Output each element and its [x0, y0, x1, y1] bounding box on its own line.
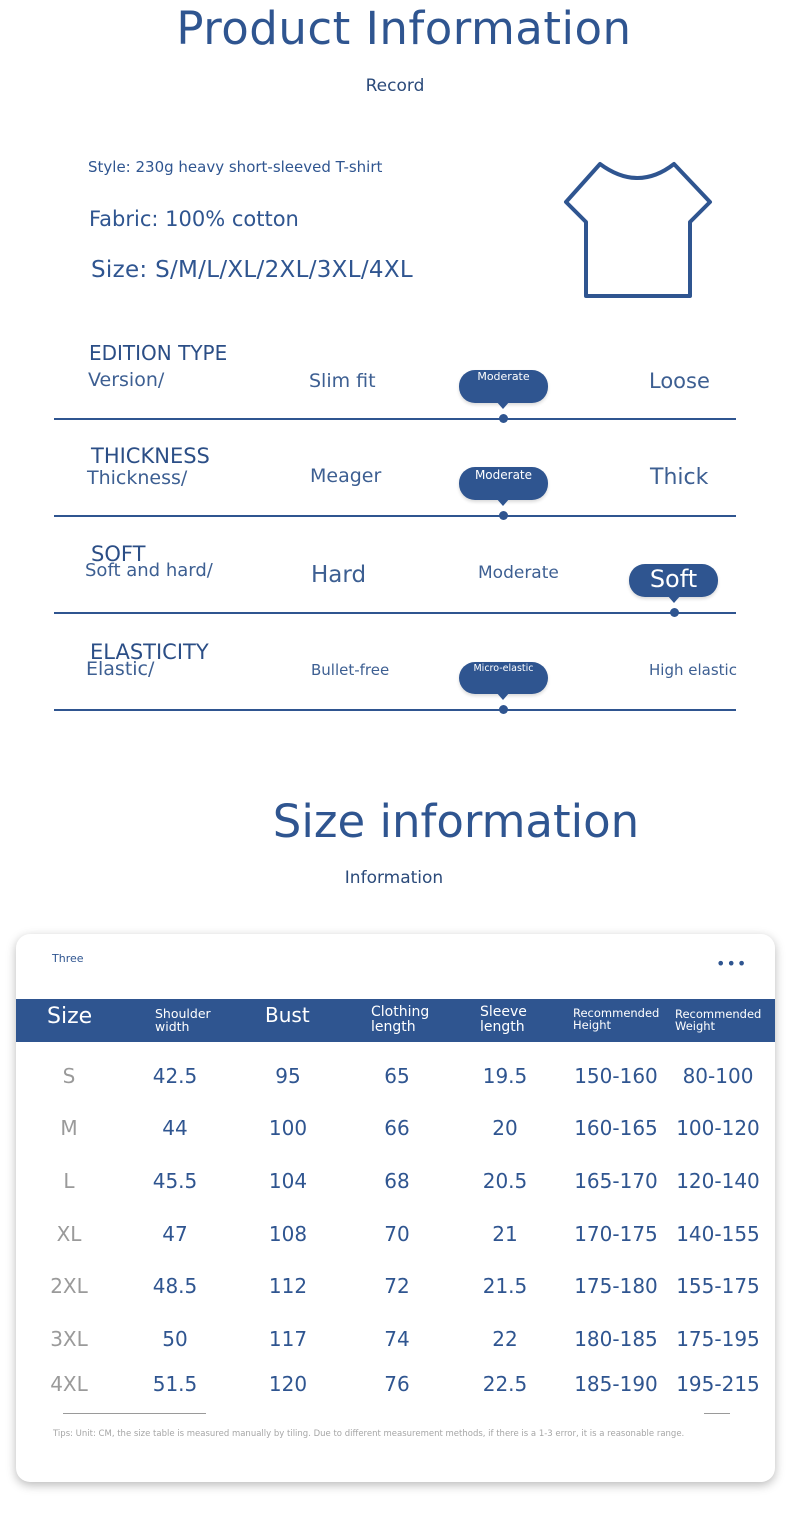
- header-size: Size: [47, 1004, 93, 1029]
- selected-bubble: [629, 564, 718, 597]
- style-spec: Style: 230g heavy short-sleeved T-shirt: [88, 158, 383, 176]
- scale-marker: [499, 511, 508, 520]
- table-cell: 51.5: [152, 1372, 198, 1396]
- bubble-tail: [667, 595, 681, 603]
- size-label-cell: M: [60, 1116, 78, 1140]
- option-left: Slim fit: [309, 370, 376, 392]
- attribute-title: ELASTICITY: [90, 640, 209, 664]
- table-cell: 95: [275, 1064, 301, 1088]
- bubble-label: Moderate: [477, 370, 530, 383]
- page-subtitle: Record: [365, 76, 425, 96]
- table-header: [16, 999, 775, 1042]
- fabric-spec: Fabric: 100% cotton: [89, 207, 299, 231]
- option-middle: Moderate: [478, 563, 559, 583]
- option-right: Thick: [650, 465, 709, 490]
- ellipsis-icon[interactable]: •••: [716, 954, 748, 973]
- table-cell: 45.5: [152, 1169, 198, 1193]
- table-cell: 104: [268, 1169, 308, 1193]
- size-label-cell: 3XL: [50, 1327, 88, 1351]
- attribute-subtitle: Elastic/: [86, 658, 155, 680]
- table-cell: 22.5: [482, 1372, 528, 1396]
- table-cell: 100-120: [676, 1116, 760, 1140]
- attribute-soft: [0, 529, 790, 626]
- table-cell: 72: [384, 1274, 410, 1298]
- table-cell: 76: [384, 1372, 410, 1396]
- option-right: Loose: [649, 369, 710, 393]
- size-label-cell: 2XL: [50, 1274, 88, 1298]
- table-cell: 65: [384, 1064, 410, 1088]
- table-cell: 120: [268, 1372, 308, 1396]
- bubble-tail: [496, 401, 510, 409]
- scale-track: [54, 515, 736, 517]
- table-cell: 120-140: [676, 1169, 760, 1193]
- card-label: Three: [52, 952, 84, 965]
- option-left: Meager: [310, 465, 382, 487]
- scale-track: [54, 709, 736, 711]
- table-cell: 68: [384, 1169, 410, 1193]
- attribute-subtitle: Version/: [88, 369, 165, 391]
- attribute-subtitle: Thickness/: [87, 467, 188, 489]
- size-label-cell: S: [62, 1064, 76, 1088]
- selected-bubble: [459, 370, 548, 403]
- table-cell: 22: [492, 1327, 518, 1351]
- header-sleeve-length: Sleeve length: [480, 1004, 527, 1035]
- table-cell: 140-155: [676, 1222, 760, 1246]
- bubble-label: Soft: [649, 565, 698, 593]
- size-label-cell: XL: [56, 1222, 82, 1246]
- size-table-card: [16, 934, 775, 1482]
- size-section-title: Size information: [272, 795, 640, 848]
- attribute-title: SOFT: [91, 542, 146, 566]
- table-cell: 70: [384, 1222, 410, 1246]
- size-section-subtitle: Information: [344, 868, 444, 888]
- header-height: Recommended Height: [573, 1006, 660, 1033]
- attribute-edition-type: [0, 335, 790, 432]
- table-cell: 185-190: [574, 1372, 658, 1396]
- attribute-title: EDITION TYPE: [89, 341, 228, 365]
- table-cell: 66: [384, 1116, 410, 1140]
- attribute-title: THICKNESS: [91, 444, 210, 468]
- divider-right: [704, 1413, 730, 1414]
- selected-bubble: [459, 662, 548, 694]
- size-label-cell: 4XL: [50, 1372, 88, 1396]
- bubble-label: Micro-elastic: [473, 663, 534, 674]
- page-title: Product Information: [176, 2, 632, 55]
- scale-track: [54, 612, 736, 614]
- attribute-elasticity: [0, 626, 790, 723]
- table-cell: 108: [268, 1222, 308, 1246]
- table-cell: 100: [268, 1116, 308, 1140]
- table-cell: 165-170: [574, 1169, 658, 1193]
- table-cell: 170-175: [574, 1222, 658, 1246]
- table-cell: 48.5: [152, 1274, 198, 1298]
- table-cell: 50: [162, 1327, 188, 1351]
- option-left: Hard: [311, 562, 367, 588]
- table-cell: 20: [492, 1116, 518, 1140]
- table-footnote: Tips: Unit: CM, the size table is measured manually by tiling. Due to different measurement methods, if there is a 1-3 error, it is a reasonable range.: [53, 1429, 685, 1439]
- scale-marker: [499, 705, 508, 714]
- table-cell: 21: [492, 1222, 518, 1246]
- table-cell: 74: [384, 1327, 410, 1351]
- table-cell: 21.5: [482, 1274, 528, 1298]
- option-right: High elastic: [649, 661, 737, 679]
- scale-marker: [670, 608, 679, 617]
- bubble-tail: [496, 498, 510, 506]
- tshirt-icon: [562, 160, 714, 300]
- scale-marker: [499, 414, 508, 423]
- size-spec: Size: S/M/L/XL/2XL/3XL/4XL: [91, 257, 414, 283]
- table-cell: 155-175: [676, 1274, 760, 1298]
- table-cell: 180-185: [574, 1327, 658, 1351]
- header-weight: Recommended Weight: [675, 1007, 762, 1034]
- table-cell: 112: [268, 1274, 308, 1298]
- scale-track: [54, 418, 736, 420]
- table-cell: 175-180: [574, 1274, 658, 1298]
- header-bust: Bust: [265, 1003, 310, 1027]
- table-cell: 80-100: [682, 1064, 754, 1088]
- table-cell: 175-195: [676, 1327, 760, 1351]
- attribute-thickness: [0, 432, 790, 529]
- table-cell: 150-160: [574, 1064, 658, 1088]
- table-cell: 44: [162, 1116, 188, 1140]
- table-cell: 117: [268, 1327, 308, 1351]
- table-cell: 19.5: [482, 1064, 528, 1088]
- bubble-tail: [496, 692, 510, 700]
- size-label-cell: L: [63, 1169, 75, 1193]
- table-cell: 20.5: [482, 1169, 528, 1193]
- option-left: Bullet-free: [311, 661, 390, 679]
- selected-bubble: [459, 467, 548, 500]
- divider-left: [63, 1413, 206, 1414]
- table-cell: 47: [162, 1222, 188, 1246]
- header-clothing-length: Clothing length: [371, 1004, 430, 1035]
- table-cell: 160-165: [574, 1116, 658, 1140]
- table-cell: 42.5: [152, 1064, 198, 1088]
- table-cell: 195-215: [676, 1372, 760, 1396]
- header-shoulder: Shoulder width: [155, 1006, 211, 1035]
- bubble-label: Moderate: [474, 468, 533, 482]
- attribute-subtitle: Soft and hard/: [85, 560, 213, 581]
